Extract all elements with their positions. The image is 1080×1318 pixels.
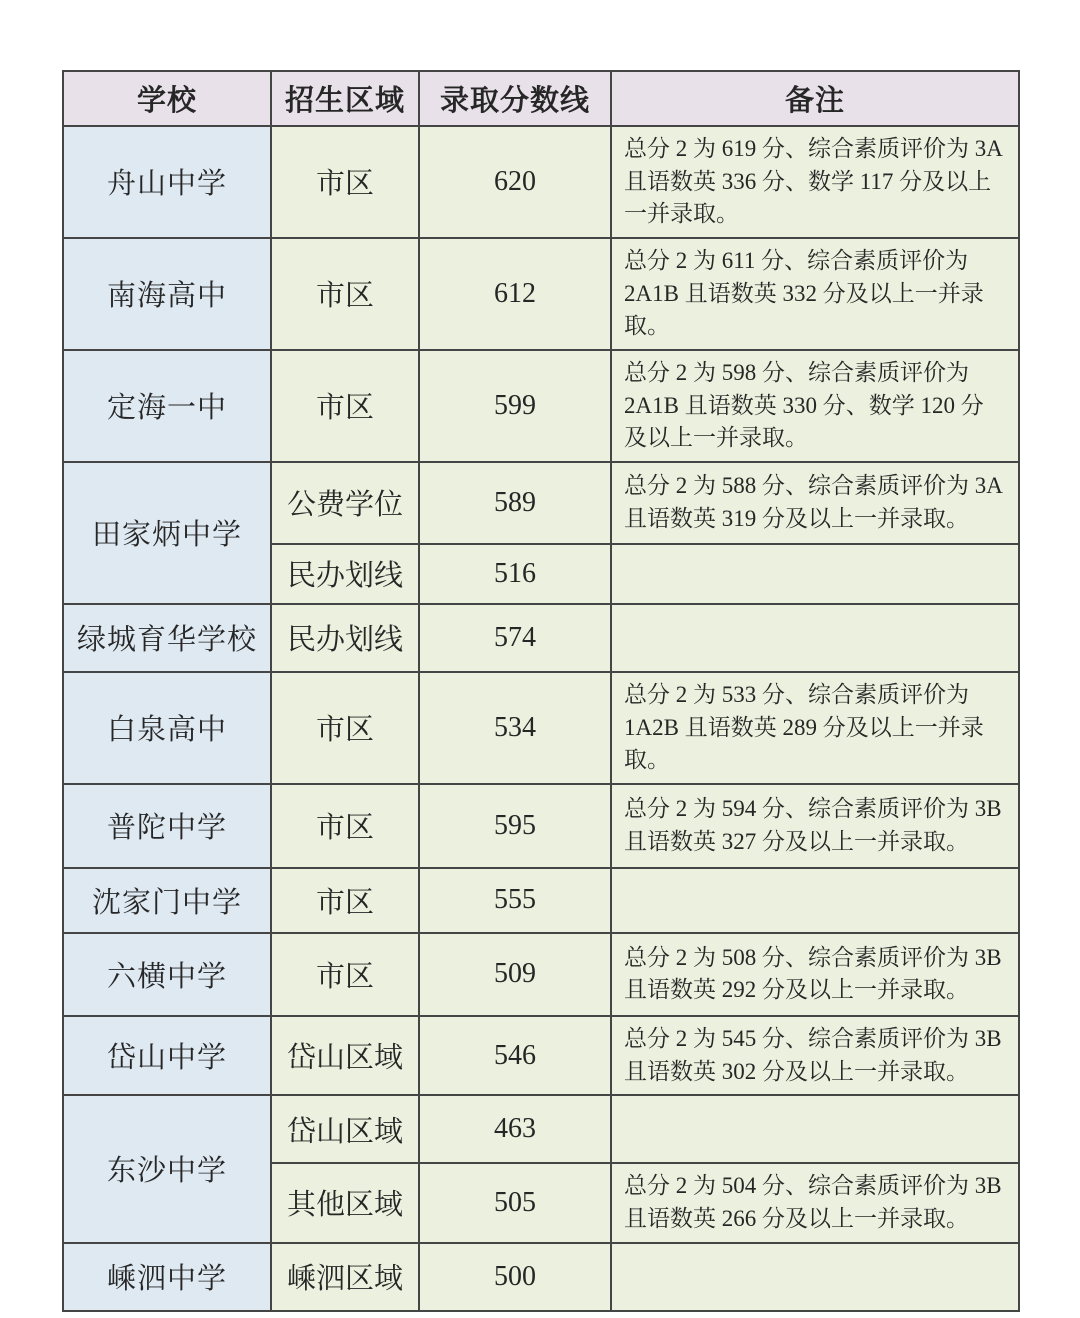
remark-cell xyxy=(611,604,1019,672)
remark-cell xyxy=(611,1095,1019,1163)
score-cell: 612 xyxy=(419,238,611,350)
area-cell: 民办划线 xyxy=(271,544,419,604)
remark-cell: 总分 2 为 598 分、综合素质评价为 2A1B 且语数英 330 分、数学 120 分及以上一并录取。 xyxy=(611,350,1019,462)
score-cell: 574 xyxy=(419,604,611,672)
table-row xyxy=(63,462,1019,544)
table-row xyxy=(63,238,1019,350)
score-cell: 620 xyxy=(419,126,611,238)
table-row xyxy=(63,1243,1019,1311)
col-header-remark: 备注 xyxy=(611,71,1019,126)
area-cell: 岱山区域 xyxy=(271,1095,419,1163)
table-row xyxy=(63,1016,1019,1095)
school-cell: 定海一中 xyxy=(63,350,271,462)
remark-cell: 总分 2 为 508 分、综合素质评价为 3B 且语数英 292 分及以上一并录取。 xyxy=(611,933,1019,1016)
remark-cell: 总分 2 为 533 分、综合素质评价为 1A2B 且语数英 289 分及以上一并录取。 xyxy=(611,672,1019,784)
area-cell: 市区 xyxy=(271,238,419,350)
remark-cell xyxy=(611,544,1019,604)
table-row xyxy=(63,868,1019,933)
score-cell: 516 xyxy=(419,544,611,604)
table-row xyxy=(63,604,1019,672)
school-cell: 舟山中学 xyxy=(63,126,271,238)
area-cell: 市区 xyxy=(271,868,419,933)
header-row xyxy=(63,71,1019,126)
col-header-area: 招生区域 xyxy=(271,71,419,126)
remark-cell: 总分 2 为 504 分、综合素质评价为 3B 且语数英 266 分及以上一并录取。 xyxy=(611,1163,1019,1242)
remark-cell: 总分 2 为 545 分、综合素质评价为 3B 且语数英 302 分及以上一并录取。 xyxy=(611,1016,1019,1095)
score-cell: 463 xyxy=(419,1095,611,1163)
area-cell: 市区 xyxy=(271,350,419,462)
table-row xyxy=(63,350,1019,462)
score-cell: 599 xyxy=(419,350,611,462)
score-cell: 509 xyxy=(419,933,611,1016)
area-cell: 岱山区域 xyxy=(271,1016,419,1095)
school-cell: 田家炳中学 xyxy=(63,462,271,604)
table-row xyxy=(63,672,1019,784)
score-cell: 534 xyxy=(419,672,611,784)
area-cell: 其他区域 xyxy=(271,1163,419,1242)
remark-cell: 总分 2 为 594 分、综合素质评价为 3B 且语数英 327 分及以上一并录取。 xyxy=(611,784,1019,868)
school-cell: 六横中学 xyxy=(63,933,271,1016)
area-cell: 公费学位 xyxy=(271,462,419,544)
school-cell: 岱山中学 xyxy=(63,1016,271,1095)
school-cell: 沈家门中学 xyxy=(63,868,271,933)
table-row xyxy=(63,126,1019,238)
remark-cell: 总分 2 为 611 分、综合素质评价为 2A1B 且语数英 332 分及以上一并录取。 xyxy=(611,238,1019,350)
area-cell: 民办划线 xyxy=(271,604,419,672)
score-cell: 505 xyxy=(419,1163,611,1242)
school-cell: 普陀中学 xyxy=(63,784,271,868)
remark-cell xyxy=(611,1243,1019,1311)
remark-cell xyxy=(611,868,1019,933)
score-cell: 595 xyxy=(419,784,611,868)
area-cell: 市区 xyxy=(271,784,419,868)
score-cell: 500 xyxy=(419,1243,611,1311)
col-header-score: 录取分数线 xyxy=(419,71,611,126)
school-cell: 白泉高中 xyxy=(63,672,271,784)
table-row xyxy=(63,1095,1019,1163)
school-cell: 绿城育华学校 xyxy=(63,604,271,672)
score-cell: 546 xyxy=(419,1016,611,1095)
remark-cell: 总分 2 为 619 分、综合素质评价为 3A 且语数英 336 分、数学 117 分及以上一并录取。 xyxy=(611,126,1019,238)
school-cell: 南海高中 xyxy=(63,238,271,350)
admission-score-table xyxy=(62,70,1020,1312)
area-cell: 市区 xyxy=(271,126,419,238)
table-row xyxy=(63,933,1019,1016)
score-cell: 589 xyxy=(419,462,611,544)
remark-cell: 总分 2 为 588 分、综合素质评价为 3A 且语数英 319 分及以上一并录取。 xyxy=(611,462,1019,544)
area-cell: 市区 xyxy=(271,672,419,784)
area-cell: 嵊泗区域 xyxy=(271,1243,419,1311)
score-cell: 555 xyxy=(419,868,611,933)
table-row xyxy=(63,784,1019,868)
school-cell: 东沙中学 xyxy=(63,1095,271,1242)
col-header-school: 学校 xyxy=(63,71,271,126)
area-cell: 市区 xyxy=(271,933,419,1016)
school-cell: 嵊泗中学 xyxy=(63,1243,271,1311)
